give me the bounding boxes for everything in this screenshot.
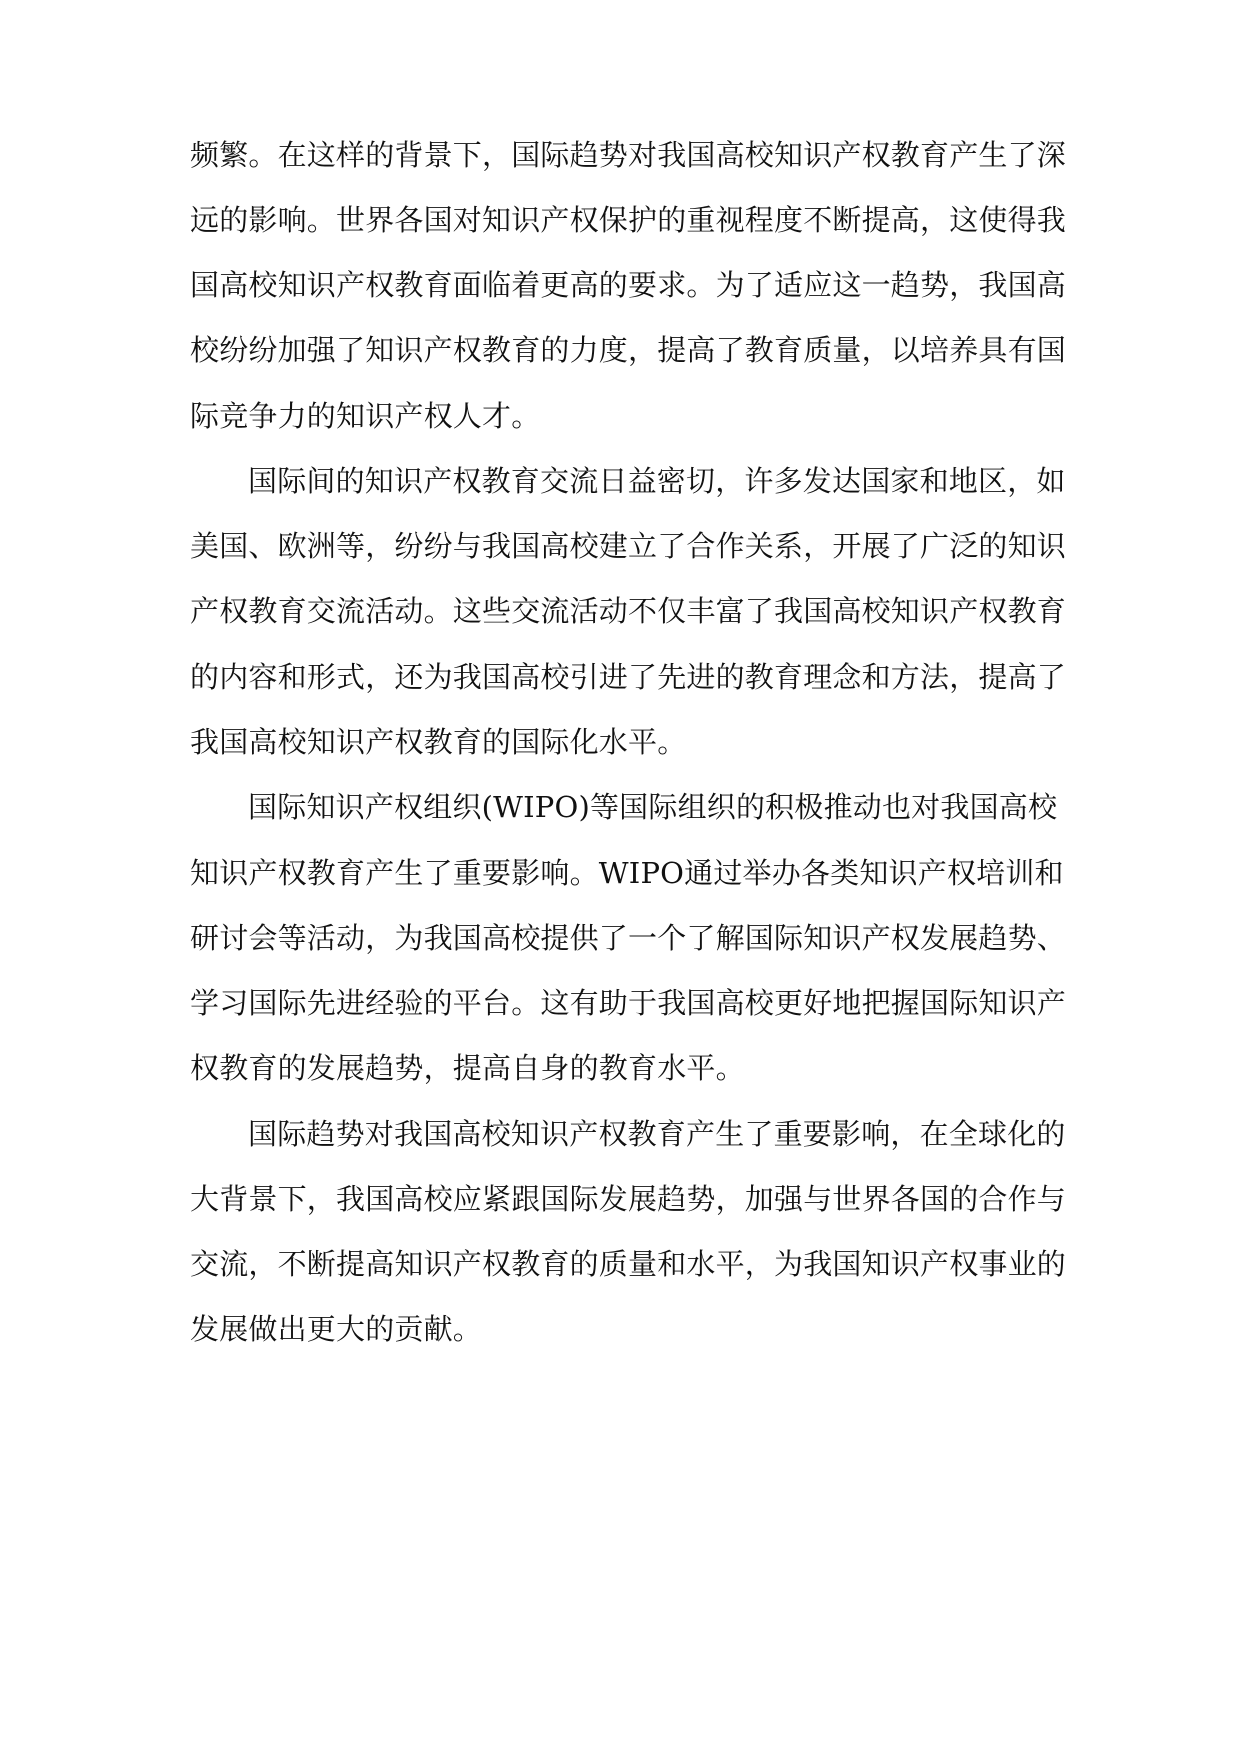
paragraph-2-line-5: 我国高校知识产权教育的国际化水平。 [190, 725, 687, 759]
paragraph-1-line-4: 校纷纷加强了知识产权教育的力度，提高了教育质量，以培养具有国 [190, 333, 1067, 367]
paragraph-2-line-3: 产权教育交流活动。这些交流活动不仅丰富了我国高校知识产权教育 [190, 594, 1067, 628]
paragraph-3-line-5: 权教育的发展趋势，提高自身的教育水平。 [190, 1051, 745, 1085]
paragraph-4-line-4: 发展做出更大的贡献。 [190, 1312, 483, 1346]
paragraph-1-line-1: 频繁。在这样的背景下，国际趋势对我国高校知识产权教育产生了深 [190, 138, 1067, 172]
paragraph-3-line-1: 国际知识产权组织(WIPO)等国际组织的积极推动也对我国高校 [248, 790, 1058, 824]
paragraph-1-line-5: 际竞争力的知识产权人才。 [190, 399, 541, 433]
paragraph-4-line-1: 国际趋势对我国高校知识产权教育产生了重要影响，在全球化的 [248, 1117, 1066, 1151]
paragraph-3-line-2: 知识产权教育产生了重要影响。WIPO通过举办各类知识产权培训和 [190, 856, 1064, 890]
paragraph-2-line-4: 的内容和形式，还为我国高校引进了先进的教育理念和方法，提高了 [190, 660, 1067, 694]
paragraph-1-line-3: 国高校知识产权教育面临着更高的要求。为了适应这一趋势，我国高 [190, 268, 1067, 302]
paragraph-4-line-3: 交流，不断提高知识产权教育的质量和水平，为我国知识产权事业的 [190, 1247, 1067, 1281]
paragraph-2-line-1: 国际间的知识产权教育交流日益密切，许多发达国家和地区，如 [248, 464, 1066, 498]
paragraph-3-line-4: 学习国际先进经验的平台。这有助于我国高校更好地把握国际知识产 [190, 986, 1067, 1020]
paragraph-4-line-2: 大背景下，我国高校应紧跟国际发展趋势，加强与世界各国的合作与 [190, 1182, 1067, 1216]
paragraph-3-line-3: 研讨会等活动，为我国高校提供了一个了解国际知识产权发展趋势、 [190, 921, 1067, 955]
paragraph-2-line-2: 美国、欧洲等，纷纷与我国高校建立了合作关系，开展了广泛的知识 [190, 529, 1067, 563]
paragraph-1-line-2: 远的影响。世界各国对知识产权保护的重视程度不断提高，这使得我 [190, 203, 1067, 237]
